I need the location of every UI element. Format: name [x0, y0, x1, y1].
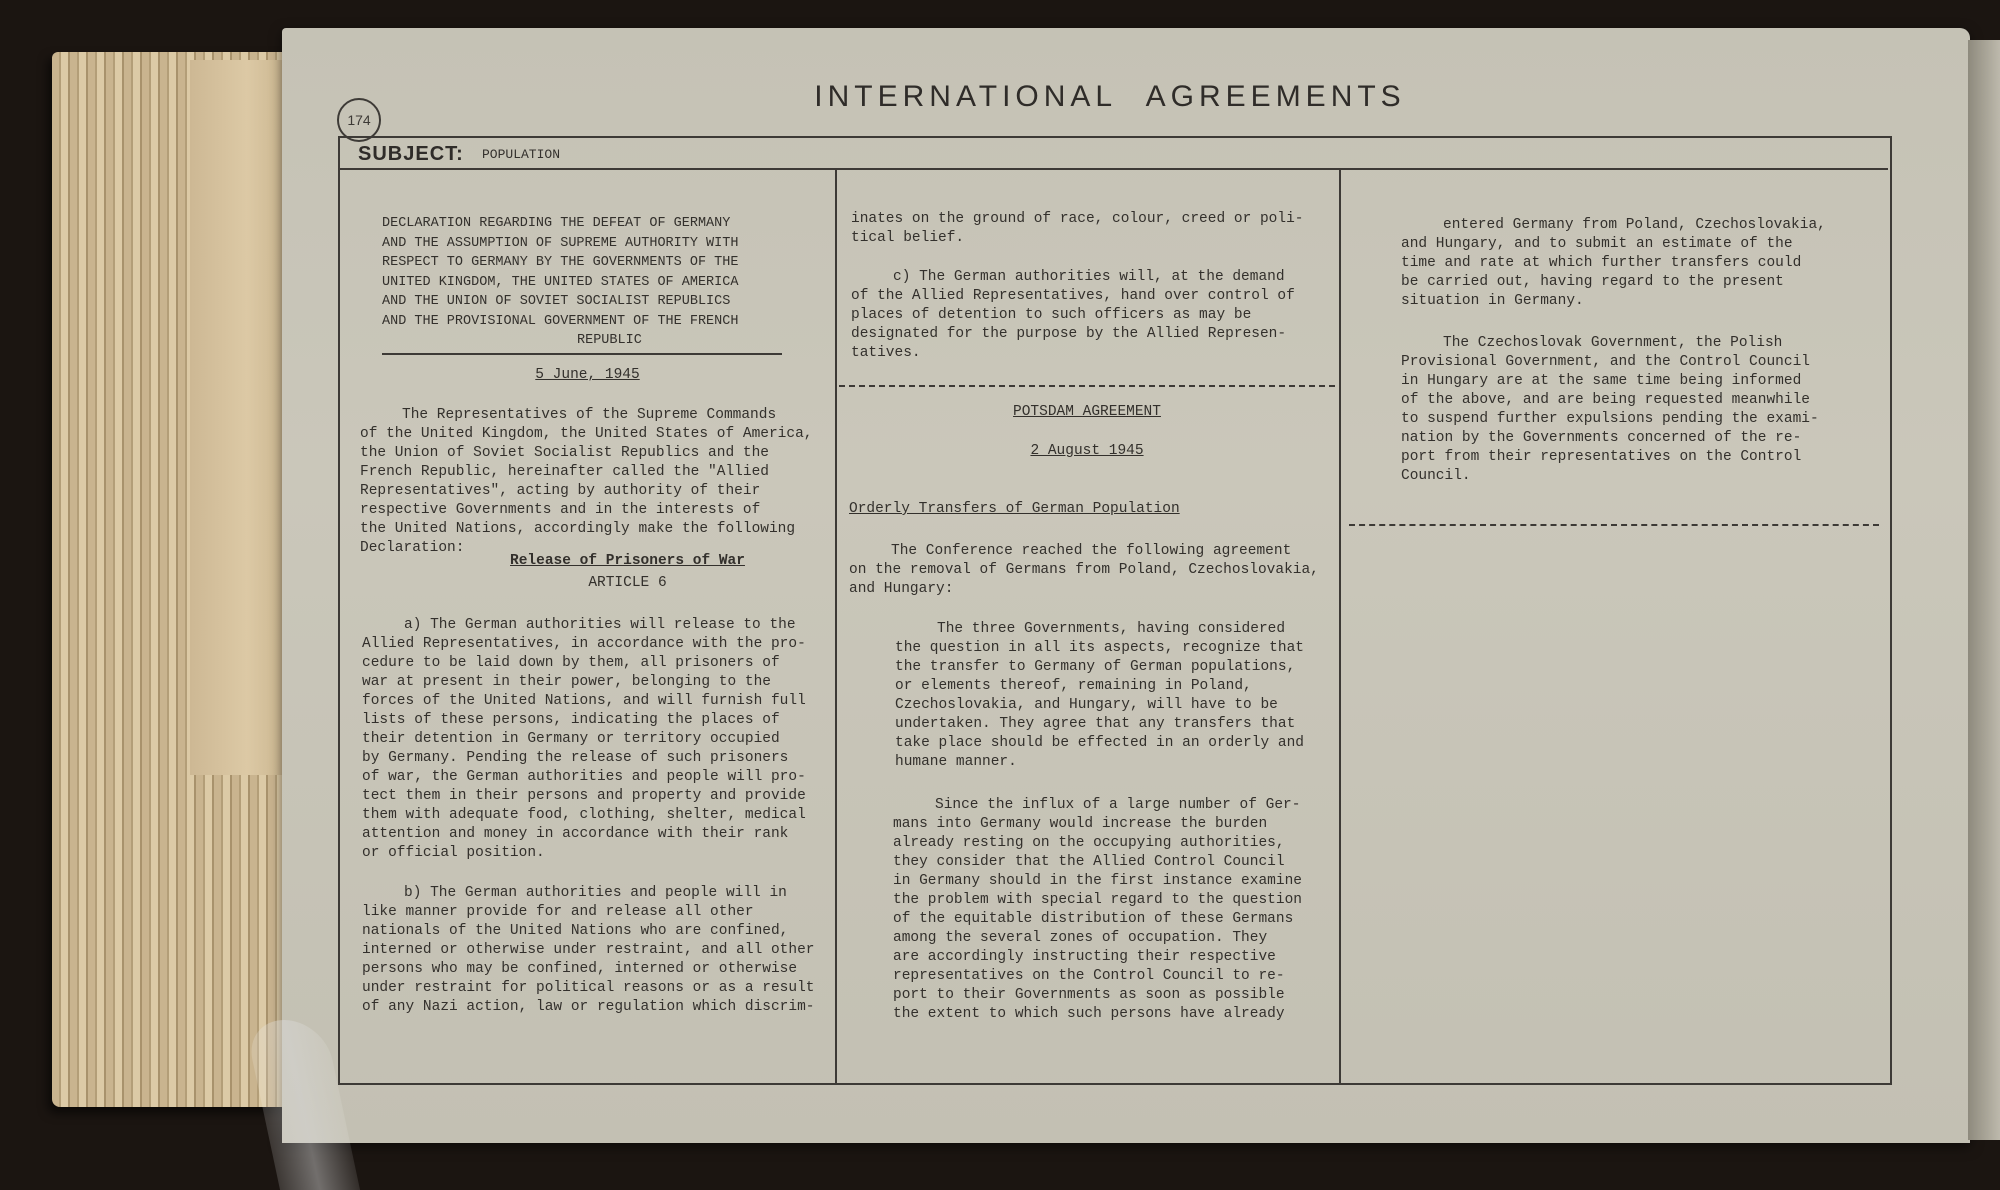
text-line: the question in all its aspects, recognize that: [895, 640, 1304, 656]
text-line: on the removal of Germans from Poland, Czechoslovakia,: [849, 562, 1319, 578]
section-title-prisoners: Release of Prisoners of War: [510, 553, 745, 569]
text-line: of any Nazi action, law or regulation which discrim-: [362, 999, 815, 1015]
text-line: mans into Germany would increase the burden: [893, 816, 1268, 832]
text-line: of the United Kingdom, the United States of America,: [360, 426, 813, 442]
text-line: nationals of the United Nations who are confined,: [362, 923, 789, 939]
section-divider-3: [1349, 524, 1879, 526]
folded-page-flap: [190, 60, 287, 775]
text-line: already resting on the occupying authorities,: [893, 835, 1285, 851]
text-line: forces of the United Nations, and will furnish full: [362, 693, 806, 709]
text-line: lists of these persons, indicating the places of: [362, 712, 780, 728]
text-line: AND THE ASSUMPTION OF SUPREME AUTHORITY WITH: [382, 235, 739, 251]
text-line: of the Allied Representatives, hand over control of: [851, 288, 1295, 304]
text-line: or elements thereof, remaining in Poland,: [895, 678, 1252, 694]
text-line: Declaration:: [360, 540, 465, 556]
text-line: French Republic, hereinafter called the "Allied: [360, 464, 769, 480]
text-line: The Czechoslovak Government, the Polish: [1443, 335, 1783, 351]
text-line: undertaken. They agree that any transfers that: [895, 716, 1296, 732]
text-line: DECLARATION REGARDING THE DEFEAT OF GERMANY: [382, 216, 731, 231]
text-line: designated for the purpose by the Allied Represen-: [851, 326, 1287, 342]
text-line: port to their Governments as soon as possible: [893, 987, 1285, 1003]
text-line: of the above, and are being requested meanwhile: [1401, 392, 1810, 408]
text-line: places of detention to such officers as may be: [851, 307, 1252, 323]
text-line: in Hungary are at the same time being informed: [1401, 373, 1802, 389]
text-line: of the equitable distribution of these Germans: [893, 911, 1294, 927]
text-line: tect them in their persons and property and provide: [362, 788, 806, 804]
text-line: a) The German authorities will release to the: [404, 617, 796, 633]
paragraph-c: [851, 268, 1335, 363]
conference-paragraph: [849, 542, 1337, 599]
text-line: entered Germany from Poland, Czechoslovakia,: [1443, 217, 1826, 233]
declaration-intro: [360, 406, 830, 558]
title-rule: [382, 353, 782, 355]
text-line: the Union of Soviet Socialist Republics and the: [360, 445, 769, 461]
text-line: Czechoslovakia, and Hungary, will have to be: [895, 697, 1278, 713]
quoted-paragraph-1: [895, 620, 1335, 772]
text-line: b) The German authorities and people will in: [404, 885, 787, 901]
text-line: their detention in Germany or territory occupied: [362, 731, 780, 747]
text-line: inates on the ground of race, colour, creed or poli-: [851, 211, 1304, 227]
text-line: AND THE UNION OF SOVIET SOCIALIST REPUBLICS: [382, 294, 731, 309]
potsdam-title: POTSDAM AGREEMENT: [1013, 404, 1161, 420]
declaration-date: 5 June, 1945: [535, 367, 640, 383]
paragraph-continuation: [851, 210, 1335, 248]
text-line: REPUBLIC: [577, 333, 642, 348]
text-line: The three Governments, having considered: [937, 621, 1286, 637]
text-line: by Germany. Pending the release of such prisoners: [362, 750, 789, 766]
text-line: nation by the Governments concerned of the re-: [1401, 430, 1802, 446]
text-line: attention and money in accordance with their rank: [362, 826, 789, 842]
page-title: INTERNATIONAL AGREEMENTS: [814, 80, 1406, 113]
text-line: tical belief.: [851, 230, 965, 246]
subject-value: POPULATION: [482, 147, 561, 162]
notification-paragraph: [1401, 334, 1881, 486]
text-line: take place should be effected in an orderly and: [895, 735, 1304, 751]
article-label: ARTICLE 6: [588, 575, 667, 591]
text-line: AND THE PROVISIONAL GOVERNMENT OF THE FRENCH: [382, 313, 739, 329]
text-line: the transfer to Germany of German populations,: [895, 659, 1296, 675]
text-line: of war, the German authorities and people will pro-: [362, 769, 806, 785]
text-line: The Conference reached the following agreement: [891, 543, 1292, 559]
text-line: time and rate at which further transfers could: [1401, 255, 1802, 271]
section-divider: [839, 385, 1335, 387]
paragraph-continuation-3: [1401, 216, 1881, 311]
column-2: [837, 168, 1341, 1083]
text-line: are accordingly instructing their respective: [893, 949, 1276, 965]
text-line: and Hungary:: [849, 581, 954, 597]
text-line: RESPECT TO GERMANY BY THE GOVERNMENTS OF THE: [382, 255, 739, 270]
text-line: situation in Germany.: [1401, 293, 1584, 309]
subject-label: SUBJECT:: [358, 143, 464, 165]
section-title-transfers: Orderly Transfers of German Population: [849, 501, 1180, 517]
text-line: c) The German authorities will, at the demand: [893, 269, 1285, 285]
column-3: [1341, 168, 1886, 1083]
declaration-title: [382, 214, 782, 355]
text-line: respective Governments and in the interests of: [360, 502, 761, 518]
text-line: Representatives", acting by authority of their: [360, 483, 761, 499]
next-page-edge: [1968, 40, 2000, 1140]
text-line: port from their representatives on the Control: [1401, 449, 1802, 465]
text-line: cedure to be laid down by them, all prisoners of: [362, 655, 780, 671]
text-line: humane manner.: [895, 754, 1017, 770]
text-line: like manner provide for and release all other: [362, 904, 754, 920]
text-line: the United Nations, accordingly make the following: [360, 521, 796, 537]
text-line: tatives.: [851, 345, 921, 361]
text-line: to suspend further expulsions pending the exami-: [1401, 411, 1819, 427]
column-1: [340, 168, 837, 1083]
text-line: they consider that the Allied Control Council: [893, 854, 1285, 870]
text-line: representatives on the Control Council to re-: [893, 968, 1285, 984]
text-line: the problem with special regard to the question: [893, 892, 1302, 908]
text-line: and Hungary, and to submit an estimate of the: [1401, 236, 1793, 252]
text-line: UNITED KINGDOM, THE UNITED STATES OF AMERICA: [382, 274, 739, 290]
page-number: 174: [337, 98, 381, 142]
text-line: the extent to which such persons have already: [893, 1006, 1285, 1022]
text-line: them with adequate food, clothing, shelter, medical: [362, 807, 806, 823]
potsdam-date: 2 August 1945: [1030, 443, 1144, 459]
paragraph-a: [362, 616, 832, 863]
text-line: interned or otherwise under restraint, and all other: [362, 942, 815, 958]
text-line: in Germany should in the first instance examine: [893, 873, 1302, 889]
quoted-paragraph-2: [893, 796, 1335, 1024]
text-line: persons who may be confined, interned or otherwise: [362, 961, 798, 977]
text-line: or official position.: [362, 845, 545, 861]
text-line: The Representatives of the Supreme Commands: [402, 407, 777, 423]
text-line: Provisional Government, and the Control Council: [1401, 354, 1810, 370]
text-line: under restraint for political reasons or as a result: [362, 980, 815, 996]
text-line: Since the influx of a large number of Ger-: [935, 797, 1301, 813]
text-line: be carried out, having regard to the present: [1401, 274, 1784, 290]
subject-row: [338, 136, 1888, 170]
text-line: Council.: [1401, 468, 1471, 484]
text-line: Allied Representatives, in accordance with the pro-: [362, 636, 806, 652]
text-line: among the several zones of occupation. They: [893, 930, 1268, 946]
text-line: war at present in their power, belonging to the: [362, 674, 771, 690]
paragraph-b: [362, 884, 832, 1017]
